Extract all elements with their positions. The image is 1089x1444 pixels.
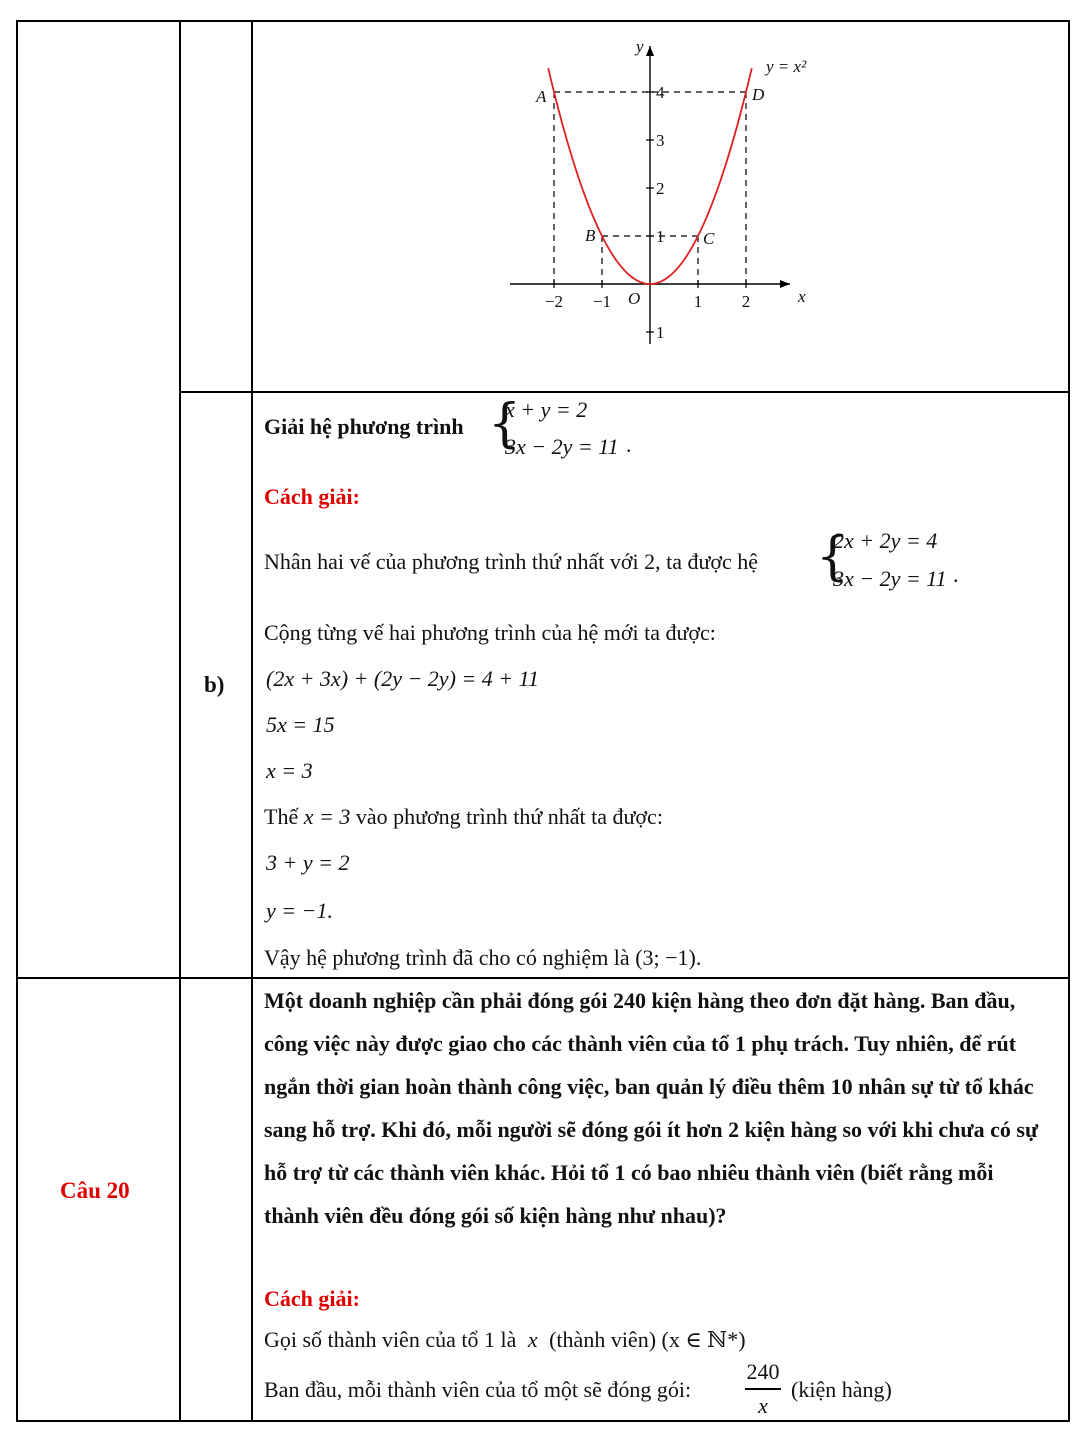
equation-3: x = 3 xyxy=(266,758,313,783)
x-tick-label: −2 xyxy=(544,292,564,311)
x-tick-label: 1 xyxy=(693,292,703,311)
solution-line-2: Ban đầu, mỗi thành viên của tổ một sẽ đóng gói: xyxy=(264,1377,692,1402)
step3-math: x = 3 xyxy=(303,804,351,829)
equation-2: 5x = 15 xyxy=(266,712,335,737)
part-label: b) xyxy=(204,672,225,697)
solution-heading-20: Cách giải: xyxy=(264,1286,360,1311)
system2-brace: { xyxy=(816,527,850,587)
row-divider-graph xyxy=(180,391,1069,393)
system-period: . xyxy=(626,432,632,457)
step3-suffix: vào phương trình thứ nhất ta được: xyxy=(355,804,663,829)
system2-eq-1: 2x + 2y = 4 xyxy=(833,528,938,553)
x-axis-label: x xyxy=(798,287,806,306)
y-axis-label: y xyxy=(636,37,644,56)
x-tick-label: −1 xyxy=(592,292,612,311)
equation-4: 3 + y = 2 xyxy=(266,850,350,875)
parabola-graph xyxy=(490,36,840,356)
fraction-bar xyxy=(745,1388,781,1390)
equation-1: (2x + 3x) + (2y − 2y) = 4 + 11 xyxy=(266,666,539,691)
step1-text: Nhân hai vế của phương trình thứ nhất với 2, ta được hệ xyxy=(264,549,759,574)
point-label-A: A xyxy=(536,87,547,106)
line1-unit: (thành viên) xyxy=(549,1327,657,1352)
solution-heading-b: Cách giải: xyxy=(264,484,360,509)
point-label-D: D xyxy=(752,85,765,104)
system-brace: { xyxy=(488,394,522,454)
conclusion-text xyxy=(264,945,701,971)
y-tick-label: 3 xyxy=(656,131,665,150)
system-eq-1: x + y = 2 xyxy=(505,397,588,422)
step2-text: Cộng từng vế hai phương trình của hệ mới ta được: xyxy=(264,620,716,645)
line1-prefix: Gọi số thành viên của tổ 1 là xyxy=(264,1327,517,1352)
system2-period: . xyxy=(953,562,959,587)
y-axis-arrow xyxy=(646,46,654,56)
line2-unit: (kiện hàng) xyxy=(791,1377,892,1402)
fraction-denominator: x xyxy=(758,1393,768,1418)
part-b-prompt: Giải hệ phương trình xyxy=(264,414,464,439)
line1-variable: x xyxy=(527,1327,538,1352)
system2-eq-2: 3x − 2y = 11 xyxy=(833,566,947,591)
point-label-B: B xyxy=(585,226,596,245)
y-tick-label: 2 xyxy=(656,179,665,198)
question-label: Câu 20 xyxy=(60,1178,130,1203)
solution-line-1 xyxy=(264,1327,746,1353)
col-divider-2 xyxy=(251,20,253,1422)
point-label-C: C xyxy=(703,229,715,248)
y-tick-label: 4 xyxy=(656,83,665,102)
col-divider-1 xyxy=(179,20,181,1422)
conclusion-math: (3; −1). xyxy=(635,945,702,970)
line1-condition: (x ∈ ℕ*) xyxy=(661,1327,746,1352)
problem-statement: Một doanh nghiệp cần phải đóng gói 240 kiện hàng theo đơn đặt hàng. Ban đầu, công việc này được giao cho các thành viên của tổ 1 phụ trách. Tuy nhiên, để rút ngắn thời gian hoàn thành công việc, ban quản lý điều thêm 10 nhân sự từ tổ khác sang hỗ trợ. Khi đó, mỗi người sẽ đóng gói ít hơn 2 kiện hàng so với khi chưa có sự hỗ trợ từ các thành viên khác. Hỏi tổ 1 có bao nhiêu thành viên (biết rằng mỗi thành viên đều đóng gói số kiện hàng như nhau)? xyxy=(264,988,1039,1228)
step3-text xyxy=(264,804,663,830)
x-axis-arrow xyxy=(780,280,790,288)
conclusion-prefix: Vậy hệ phương trình đã cho có nghiệm là xyxy=(264,945,630,970)
equation-5: y = −1. xyxy=(266,898,333,923)
step3-prefix: Thế xyxy=(264,804,299,829)
x-tick-label: 2 xyxy=(741,292,751,311)
system-eq-2: 3x − 2y = 11 xyxy=(505,434,619,459)
origin-label: O xyxy=(628,289,641,308)
curve-label: y = x² xyxy=(766,57,807,76)
fraction-numerator: 240 xyxy=(746,1359,780,1384)
y-tick-label: 1 xyxy=(656,227,665,246)
y-tick-label: 1 xyxy=(656,323,665,342)
